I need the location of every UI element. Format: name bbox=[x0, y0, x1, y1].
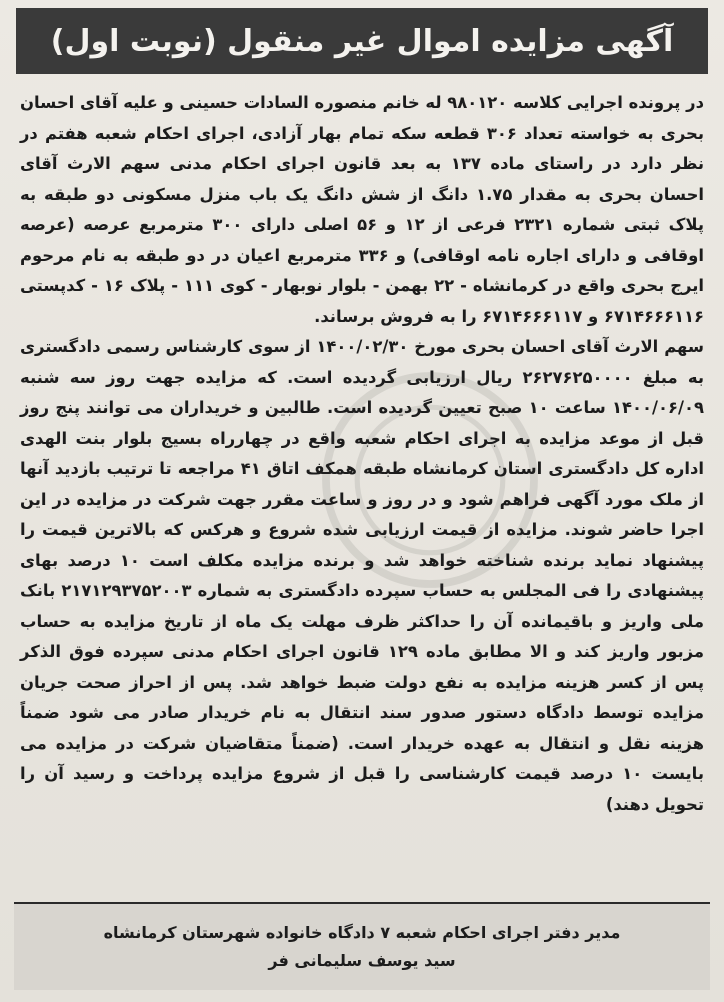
notice-signature-block bbox=[14, 902, 710, 990]
notice-body bbox=[14, 88, 710, 820]
notice-title-bar bbox=[16, 8, 708, 74]
notice-paragraph-auction-terms: سهم الارث آقای احسان بحری مورخ ۱۴۰۰/۰۲/۳۰ از سوی کارشناس رسمی دادگستری به مبلغ ۲۶۲۷۶۲۵۰۰۰۰ ریال ارزیابی گردیده است. که مزایده جهت روز سه شنبه ۱۴۰۰/۰۶/۰۹ ساعت ۱۰ صبح تعیین گردیده است. طالبین و خریداران می توانند پنج روز قبل از موعد مزایده به اجرای احکام شعبه واقع در چهارراه بسیج بلوار بنت الهدی اداره کل دادگستری استان کرمانشاه طبقه همکف اتاق ۴۱ مراجعه تا ترتیب بازدید آنها از ملک مورد آگهی فراهم شود و در روز و ساعت مقرر جهت شرکت در مزایده در این اجرا حاضر شوند. مزایده از قیمت ارزیابی شده شروع و هرکس که بالاترین قیمت را پیشنهاد نماید برنده شناخته خواهد شد و برنده مزایده مکلف است ۱۰ درصد بهای پیشنهادی را فی المجلس به حساب سپرده دادگستری به شماره ۲۱۷۱۲۹۳۷۵۲۰۰۳ بانک ملی واریز و باقیمانده آن را حداکثر ظرف مهلت یک ماه از تاریخ مزایده به حساب مزبور واریز کند و الا مطابق ماده ۱۲۹ قانون اجرای احکام مدنی سپرده فوق الذکر پس از کسر هزینه مزایده به نفع دولت ضبط خواهد شد. پس از احراز صحت جریان مزایده توسط دادگاه دستور صدور سند انتقال به نام خریدار صادر می شود ضمناً هزینه نقل و انتقال به عهده خریدار است. (ضمناً متقاضیان شرکت در مزایده می بایست ۱۰ درصد قیمت کارشناسی را قبل از شروع مزایده پرداخت و رسید آن را تحویل دهند) bbox=[20, 337, 705, 814]
notice-paragraph-case: در پرونده اجرایی کلاسه ۹۸۰۱۲۰ له خانم منصوره السادات حسینی و علیه آقای احسان بحری به خواسته تعداد ۳۰۶ قطعه سکه تمام بهار آزادی، اجرای احکام شعبه هفتم در نظر دارد در راستای ماده ۱۳۷ به بعد قانون اجرای احکام مدنی سهم الارث آقای احسان بحری به مقدار ۱.۷۵ دانگ از شش دانگ یک باب منزل مسکونی دو طبقه به پلاک ثبتی شماره ۲۳۲۱ فرعی از ۱۲ و ۵۶ اصلی دارای ۳۰۰ مترمربع عرصه (عرصه اوقافی و دارای اجاره نامه اوقافی) و ۳۳۶ مترمربع اعیان در دو طبقه به نام مرحوم ایرج بحری واقع در کرمانشاه - ۲۲ بهمن - بلوار نوبهار - کوی ۱۱۱ - پلاک ۱۶ - کدپستی ۶۷۱۴۶۶۶۱۱۶ و ۶۷۱۴۶۶۶۱۱۷ را به فروش برساند. bbox=[20, 93, 705, 326]
signature-name: سید یوسف سلیمانی فر bbox=[268, 951, 456, 970]
signature-office: مدیر دفتر اجرای احکام شعبه ۷ دادگاه خانواده شهرستان کرمانشاه bbox=[103, 923, 621, 942]
notice-title: آگهی مزایده اموال غیر منقول (نوبت اول) bbox=[50, 23, 674, 59]
